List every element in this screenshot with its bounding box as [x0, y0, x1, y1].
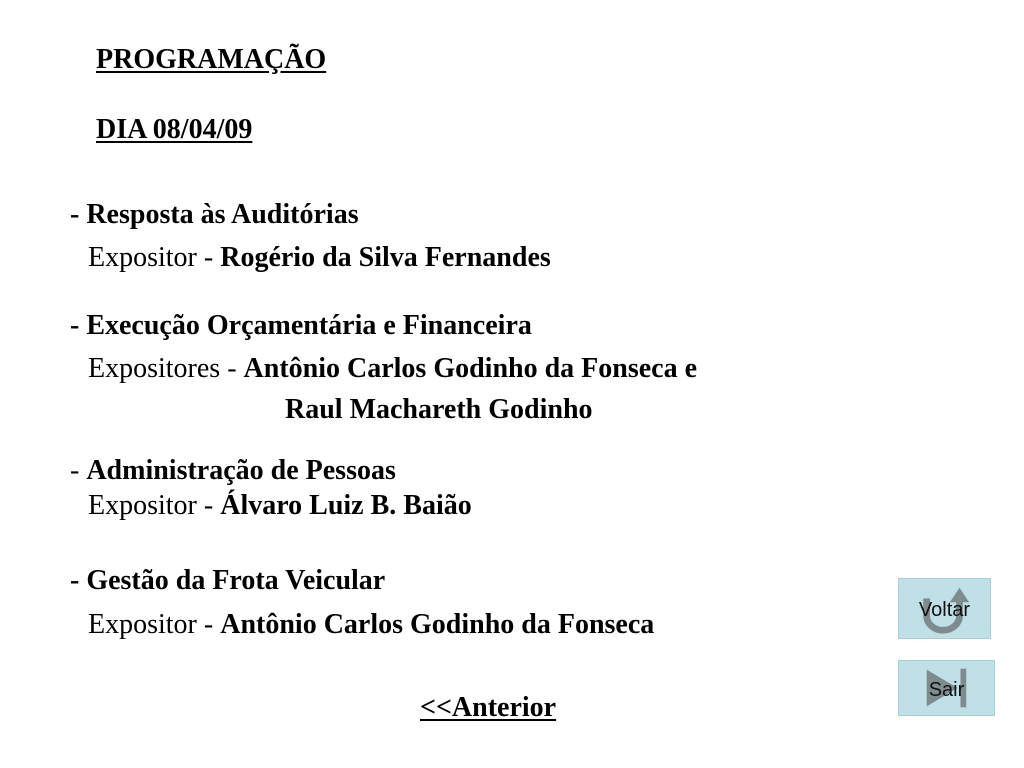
- exit-button[interactable]: [898, 660, 995, 716]
- presenter-prefix: Expositor -: [88, 242, 221, 273]
- presenter-name: Rogério da Silva Fernandes: [220, 242, 551, 273]
- agenda-item-4-dash: -: [70, 565, 87, 596]
- agenda-item-1-title: [70, 201, 359, 229]
- presenter-prefix: Expositor -: [88, 609, 221, 640]
- agenda-item-1-title-text: Resposta às Auditórias: [86, 199, 359, 230]
- agenda-item-2-presenter: [88, 355, 697, 383]
- agenda-item-1-presenter: [88, 244, 551, 272]
- agenda-item-4-title-text: Gestão da Frota Veicular: [86, 565, 386, 596]
- agenda-item-3-dash: -: [70, 455, 87, 486]
- date-heading: DIA 08/04/09: [96, 114, 253, 145]
- agenda-item-2-title-text: Execução Orçamentária e Financeira: [86, 310, 532, 341]
- agenda-item-3-title: [70, 457, 396, 485]
- previous-link[interactable]: <<Anterior: [420, 692, 557, 723]
- back-button[interactable]: [898, 578, 991, 639]
- presenter-name: Álvaro Luiz B. Baião: [220, 490, 472, 521]
- presenter-name: Antônio Carlos Godinho da Fonseca: [220, 609, 655, 640]
- presenter-name: Antônio Carlos Godinho da Fonseca e: [243, 353, 698, 384]
- presenter-prefix: Expositores -: [88, 353, 244, 384]
- agenda-item-3-presenter: [88, 492, 472, 520]
- agenda-item-3-title-text: Administração de Pessoas: [86, 455, 396, 486]
- back-button-label: Voltar: [918, 599, 971, 621]
- agenda-item-2-presenter-cont: Raul Machareth Godinho: [285, 394, 593, 425]
- agenda-item-1-dash: -: [70, 199, 87, 230]
- agenda-item-2-title: [70, 312, 532, 340]
- page-title: PROGRAMAÇÃO: [96, 44, 327, 75]
- presenter-prefix: Expositor -: [88, 490, 221, 521]
- agenda-item-4-title: [70, 567, 385, 595]
- agenda-item-2-dash: -: [70, 310, 87, 341]
- exit-button-label: Sair: [928, 679, 965, 701]
- agenda-item-4-presenter: [88, 611, 654, 639]
